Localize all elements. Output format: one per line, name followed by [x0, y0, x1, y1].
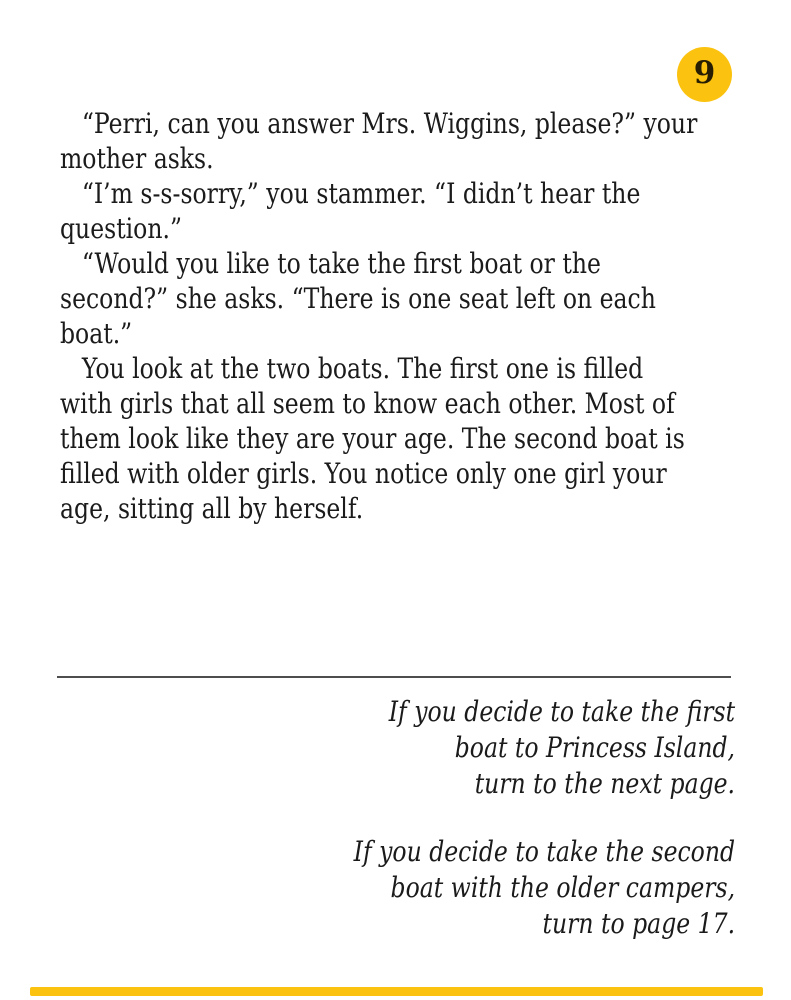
text-line: turn to the next page. — [474, 767, 735, 800]
text-line: If you decide to take the first — [388, 695, 735, 728]
story-paragraph — [60, 351, 697, 526]
text-line: “I’m s-s-sorry,” you stammer. “I didn’t hear the — [81, 177, 641, 210]
text-line: with girls that all seem to know each other. Most of — [60, 387, 675, 420]
text-line: question.” — [60, 212, 182, 245]
page-number-badge — [677, 47, 732, 102]
story-paragraph — [60, 176, 697, 246]
story-paragraph — [60, 246, 697, 351]
page-number: 9 — [693, 55, 716, 91]
section-divider — [57, 676, 731, 678]
text-line: If you decide to take the second — [353, 835, 735, 868]
text-line: boat to Princess Island, — [454, 731, 735, 764]
story-paragraph — [60, 106, 697, 176]
text-line: them look like they are your age. The second boat is — [60, 422, 685, 455]
text-line: second?” she asks. “There is one seat left on each — [60, 282, 656, 315]
choices-section — [354, 694, 735, 942]
text-line: filled with older girls. You notice only one girl your — [60, 457, 667, 490]
text-line: boat.” — [60, 317, 133, 350]
choice-second-boat — [354, 834, 735, 942]
text-line: age, sitting all by herself. — [60, 492, 364, 525]
text-line: “Would you like to take the first boat or the — [81, 247, 601, 280]
text-line: “Perri, can you answer Mrs. Wiggins, please?” your — [81, 107, 698, 140]
text-line: boat with the older campers, — [390, 871, 735, 904]
text-line: mother asks. — [60, 142, 214, 175]
text-line: You look at the two boats. The first one is filled — [81, 352, 644, 385]
story-text — [60, 106, 697, 526]
choice-first-boat — [354, 694, 735, 802]
text-line: turn to page 17. — [542, 907, 735, 940]
bottom-accent-bar — [30, 987, 763, 996]
